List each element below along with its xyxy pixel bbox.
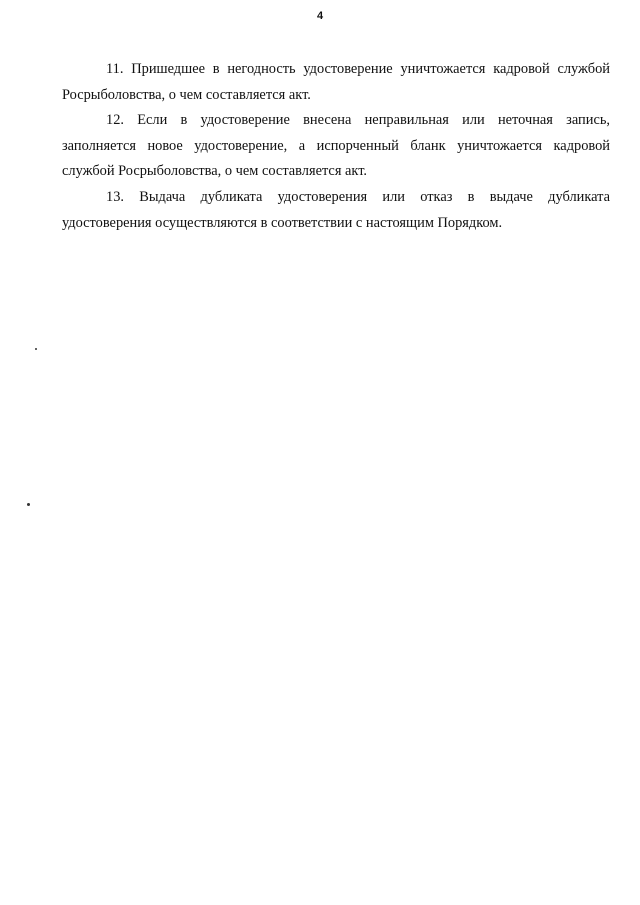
paragraph-11 [62,57,610,108]
document-body [62,57,610,236]
paragraph-line: 11. Пришедшее в негодность удостоверение уничтожается кадровой службой [106,61,610,77]
paragraph-line: заполняется новое удостоверение, а испорченный бланк уничтожается кадровой [62,137,610,154]
page-number: 4 [316,10,324,22]
paragraph-line: 12. Если в удостоверение внесена неправильная или неточная запись, [106,112,610,129]
paragraph-line: удостоверения осуществляются в соответствии с настоящим Порядком. [62,214,503,231]
paragraph-12 [62,108,610,185]
paragraph-line: службой Росрыболовства, о чем составляется акт. [62,163,368,180]
paragraph-line: 13. Выдача дубликата удостоверения или отказ в выдаче дубликата [106,188,610,205]
paragraph-line: Росрыболовства, о чем составляется акт. [62,86,311,103]
paragraph-13 [62,185,610,236]
scan-speck [27,503,30,506]
scan-speck [35,348,37,350]
